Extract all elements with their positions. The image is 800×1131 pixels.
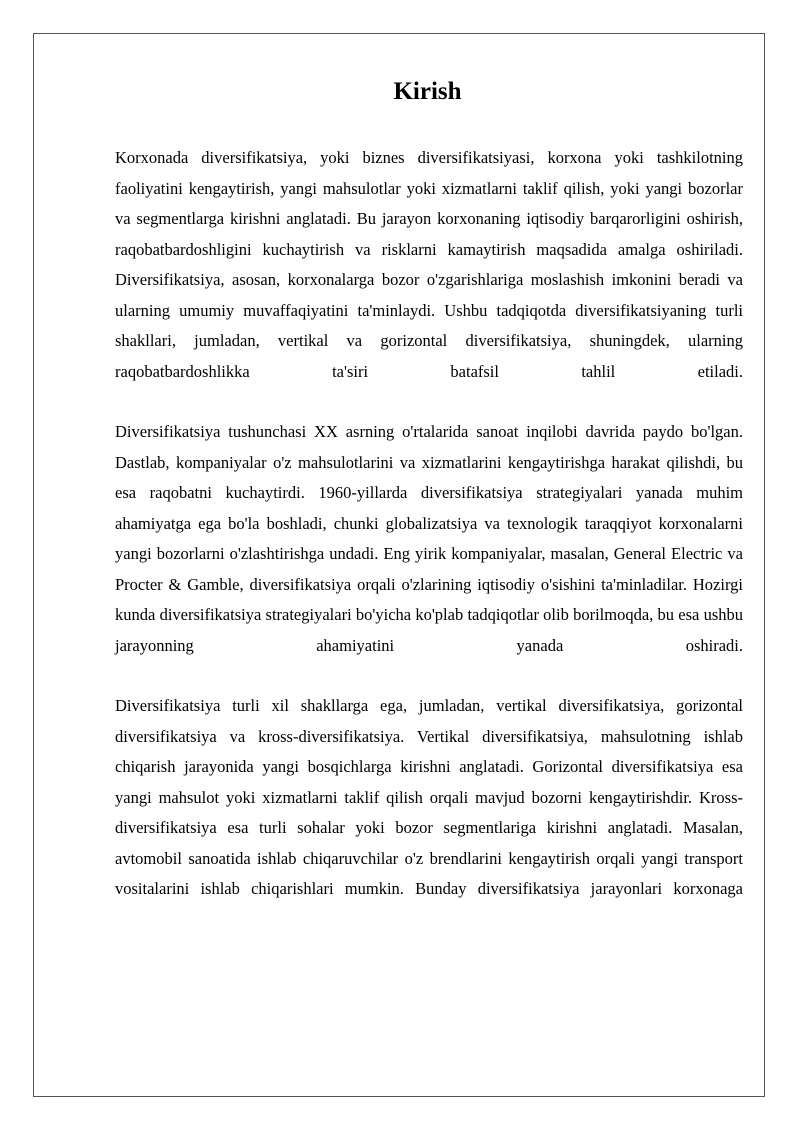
paragraph-1: Korxonada diversifikatsiya, yoki biznes diversifikatsiyasi, korxona yoki tashkilotning faoliyatini kengaytirish, yangi mahsulotlar yoki xizmatlarni taklif qilish, yoki yangi bozorlar va segmentlarga kirishni anglatadi. Bu jarayon korxonaning iqtisodiy barqarorligini oshirish, raqobatbardoshligini kuchaytirish va risklarni kamaytirish maqsadida amalga oshiriladi. Diversifikatsiya, asosan, korxonalarga bozor o'zgarishlariga moslashish imkonini beradi va ularning umumiy muvaffaqiyatini ta'minlaydi. Ushbu tadqiqotda diversifikatsiyaning turli shakllari, jumladan, vertikal va gorizontal diversifikatsiya, shuningdek, ularning raqobatbardoshlikka ta'siri batafsil tahlil etiladi. [115,148,743,381]
document-body [115,143,743,905]
page-title: Kirish [393,78,462,105]
paragraph-2: Diversifikatsiya tushunchasi XX asrning o'rtalarida sanoat inqilobi davrida paydo bo'lgan. Dastlab, kompaniyalar o'z mahsulotlarini va xizmatlarini kengaytirishga harakat qilishdi, bu esa raqobatni kuchaytirdi. 1960-yillarda diversifikatsiya strategiyalari yanada muhim ahamiyatga ega bo'la boshladi, chunki globalizatsiya va texnologik taraqqiyot korxonalarni yangi bozorlarni o'zlashtirishga undadi. Eng yirik kompaniyalar, masalan, General Electric va Procter & Gamble, diversifikatsiya orqali o'zlarining iqtisodiy o'sishini ta'minladilar. Hozirgi kunda diversifikatsiya strategiyalari bo'yicha ko'plab tadqiqotlar olib borilmoqda, bu esa ushbu jarayonning ahamiyatini yanada oshiradi. [115,422,743,655]
paragraph-3: Diversifikatsiya turli xil shakllarga ega, jumladan, vertikal diversifikatsiya, gorizontal diversifikatsiya va kross-diversifikatsiya. Vertikal diversifikatsiya, mahsulotning ishlab chiqarish jarayonida yangi bosqichlarga kirishni anglatadi. Gorizontal diversifikatsiya esa yangi mahsulot yoki xizmatlarni taklif qilish orqali mavjud bozorni kengaytirishdir. Kross-diversifikatsiya esa turli sohalar yoki bozor segmentlariga kirishni anglatadi. Masalan, avtomobil sanoatida ishlab chiqaruvchilar o'z brendlarini kengaytirish orqali yangi transport vositalarini ishlab chiqarishlari mumkin. Bunday diversifikatsiya jarayonlari korxonaga [115,696,743,898]
